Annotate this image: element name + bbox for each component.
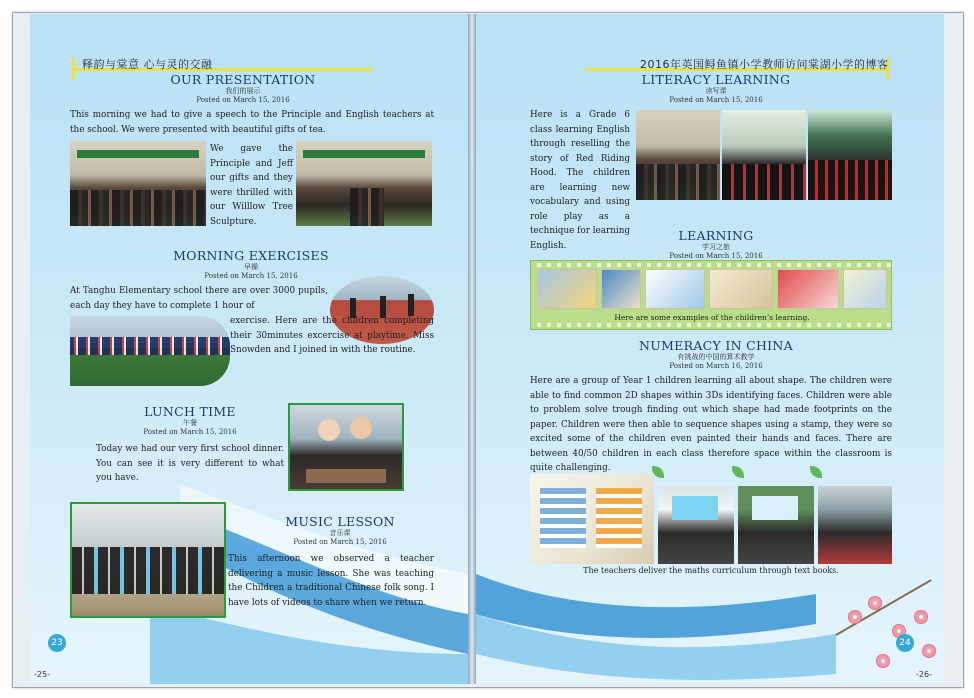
morning-exercises-text-side: exercise. Here are the children completing their 30minutes excercise at playtime. Miss Snowden and I joined in with the routine.: [230, 316, 434, 355]
numeracy-photo-2: [658, 486, 734, 564]
music-lesson-subtitle: 音乐课: [329, 529, 351, 537]
lunch-photo: [288, 403, 404, 491]
music-lesson-posted: Posted on March 15, 2016: [293, 538, 387, 546]
lunch-time-title: LUNCH TIME: [144, 404, 236, 419]
morning-exercises-text-top: At Tanghu Elementary school there are over 3000 pupils, each day they have to complete 1 hour of: [70, 286, 328, 311]
left-page-number: -25-: [34, 670, 50, 679]
literacy-learning-subtitle: 读写课: [705, 87, 727, 95]
literacy-learning-text: Here is a Grade 6 class learning English through reselling the story of Red Riding Hood. The children are learning new vocabulary and using role play as a technique for learning English.: [530, 110, 630, 251]
morning-exercises-title: MORNING EXERCISES: [173, 248, 329, 263]
presentation-photo-gifts: [296, 141, 432, 226]
right-page-number: -26-: [916, 670, 932, 679]
literacy-learning-title: LITERACY LEARNING: [641, 72, 791, 87]
morning-exercises-subtitle: 早操: [244, 263, 258, 271]
left-page-badge: 23: [48, 634, 66, 652]
literacy-photo-3: [808, 110, 892, 200]
numeracy-photo-4: [818, 486, 892, 564]
book-spine: [468, 14, 476, 684]
learning-work-5: [777, 269, 839, 309]
blossom-flower-5: [922, 644, 936, 658]
numeracy-title: NUMERACY IN CHINA: [639, 338, 793, 353]
left-page: [30, 14, 468, 684]
lunch-time-subtitle: 午餐: [183, 419, 197, 427]
numeracy-posted: Posted on March 16, 2016: [669, 362, 763, 370]
learning-work-3: [645, 269, 705, 309]
lunch-time-text: Today we had our very first school dinner. You can see it is very different to what you have.: [96, 444, 284, 483]
morning-exercises-posted: Posted on March 15, 2016: [204, 272, 298, 280]
literacy-photo-2: [722, 110, 806, 200]
numeracy-text: Here are a group of Year 1 children learning all about shape. The children were able to find common 2D shapes within 3Ds identifying faces. Children were able to problem solve trough finding out which shape had made footprints on the paper. Children were then able to sequence shapes using a stamp, they were so excited some of the children even painted their hands and faces. There are between 40/50 children in each class therefore space within the classroom is quite challenging.: [530, 376, 892, 473]
numeracy-subtitle: 有挑战的中国的算术教学: [677, 353, 755, 361]
learning-caption: Here are some examples of the children’s learning.: [614, 313, 810, 322]
learning-filmstrip: [530, 260, 892, 330]
left-header-text: 释韵与棠意 心与灵的交融: [82, 58, 213, 71]
our-presentation-subtitle: 我们的展示: [225, 87, 261, 95]
learning-posted: Posted on March 15, 2016: [669, 252, 763, 260]
music-lesson-title: MUSIC LESSON: [285, 514, 395, 529]
learning-work-6: [843, 269, 887, 309]
blossom-flower-2: [868, 596, 882, 610]
right-page: [476, 14, 944, 684]
blossom-flower-1: [848, 610, 862, 624]
numeracy-photo-textbook: [530, 474, 654, 564]
learning-title: LEARNING: [678, 228, 754, 243]
literacy-photo-1: [636, 110, 720, 200]
our-presentation-title: OUR PRESENTATION: [170, 72, 316, 87]
exercise-photo-field: [70, 316, 230, 386]
numeracy-photo-3: [738, 486, 814, 564]
blossom-flower-6: [876, 654, 890, 668]
right-page-badge: 24: [896, 634, 914, 652]
learning-work-4: [709, 269, 773, 309]
our-presentation-posted: Posted on March 15, 2016: [196, 96, 290, 104]
learning-work-1: [537, 269, 597, 309]
literacy-learning-posted: Posted on March 15, 2016: [669, 96, 763, 104]
presentation-side-text: We gave the Principle and Jeff our gifts and they were thrilled with our Willlow Tree Sculpture.: [210, 144, 293, 227]
learning-work-2: [601, 269, 641, 309]
blossom-flower-4: [914, 610, 928, 624]
presentation-photo-group: [70, 141, 206, 226]
numeracy-caption: The teachers deliver the maths curriculum through text books.: [583, 566, 839, 575]
right-header-text: 2016年英国鲟鱼镇小学教师访问棠湖小学的博客: [640, 58, 889, 71]
music-lesson-text: This afternoon we observed a teacher delivering a music lesson. She was teaching the Children a traditional Chinese folk song. I have lots of videos to share when we return.: [228, 554, 434, 608]
music-lesson-photo: [70, 502, 226, 618]
our-presentation-intro: This morning we had to give a speech to the Principle and English teachers at the school. We were presented with beautiful gifts of tea.: [70, 110, 434, 135]
lunch-time-posted: Posted on March 15, 2016: [143, 428, 237, 436]
learning-subtitle: 学习之旅: [702, 243, 730, 251]
